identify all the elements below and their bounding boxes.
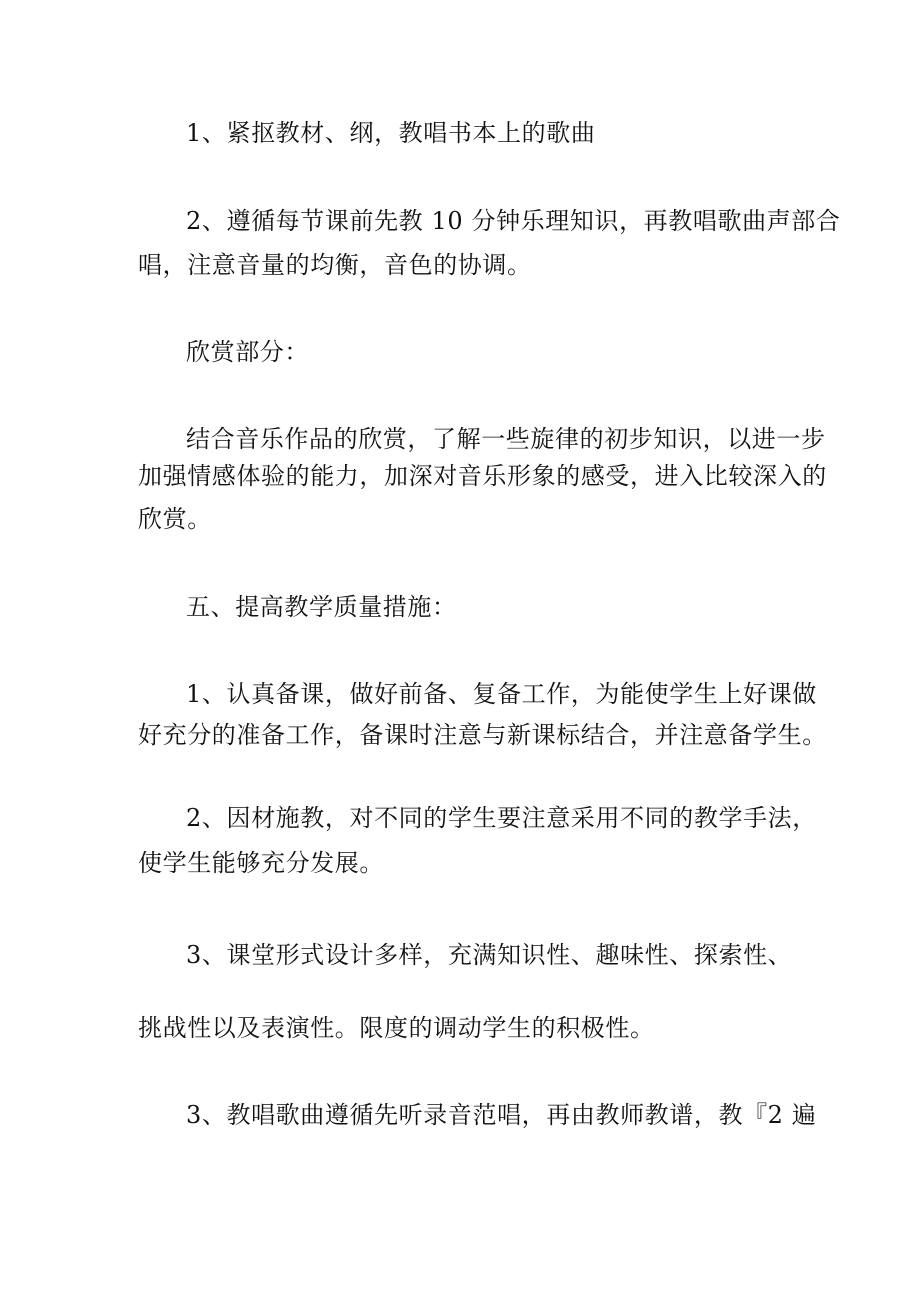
paragraph-line: 挑战性以及表演性。限度的调动学生的积极性。 — [138, 1014, 655, 1042]
paragraph-line: 使学生能够充分发展。 — [138, 849, 384, 877]
paragraph-line: 结合音乐作品的欣赏，了解一些旋律的初步知识，以进一步 — [186, 425, 826, 453]
paragraph-line: 1、认真备课，做好前备、复备工作，为能使学生上好课做 — [186, 680, 817, 708]
paragraph-line: 唱，注意音量的均衡，音色的协调。 — [138, 251, 532, 279]
paragraph-line: 好充分的准备工作，备课时注意与新课标结合，并注意备学生。 — [138, 721, 827, 749]
paragraph-line: 加强情感体验的能力，加深对音乐形象的感受，进入比较深入的 — [138, 462, 827, 490]
paragraph-line: 2、因材施教，对不同的学生要注意采用不同的教学手法， — [186, 804, 817, 832]
paragraph-line: 2、遵循每节课前先教 10 分钟乐理知识，再教唱歌曲声部合 — [186, 207, 841, 235]
paragraph-line: 1、紧抠教材、纲，教唱书本上的歌曲 — [186, 119, 596, 147]
section-heading: 五、提高教学质量措施： — [186, 593, 457, 621]
paragraph-line: 欣赏。 — [138, 505, 212, 533]
paragraph-line: 3、课堂形式设计多样，充满知识性、趣味性、探索性、 — [186, 941, 793, 969]
paragraph-line: 3、教唱歌曲遵循先听录音范唱，再由教师教谱，教『2 遍 — [186, 1101, 817, 1129]
section-heading: 欣赏部分： — [186, 338, 309, 366]
